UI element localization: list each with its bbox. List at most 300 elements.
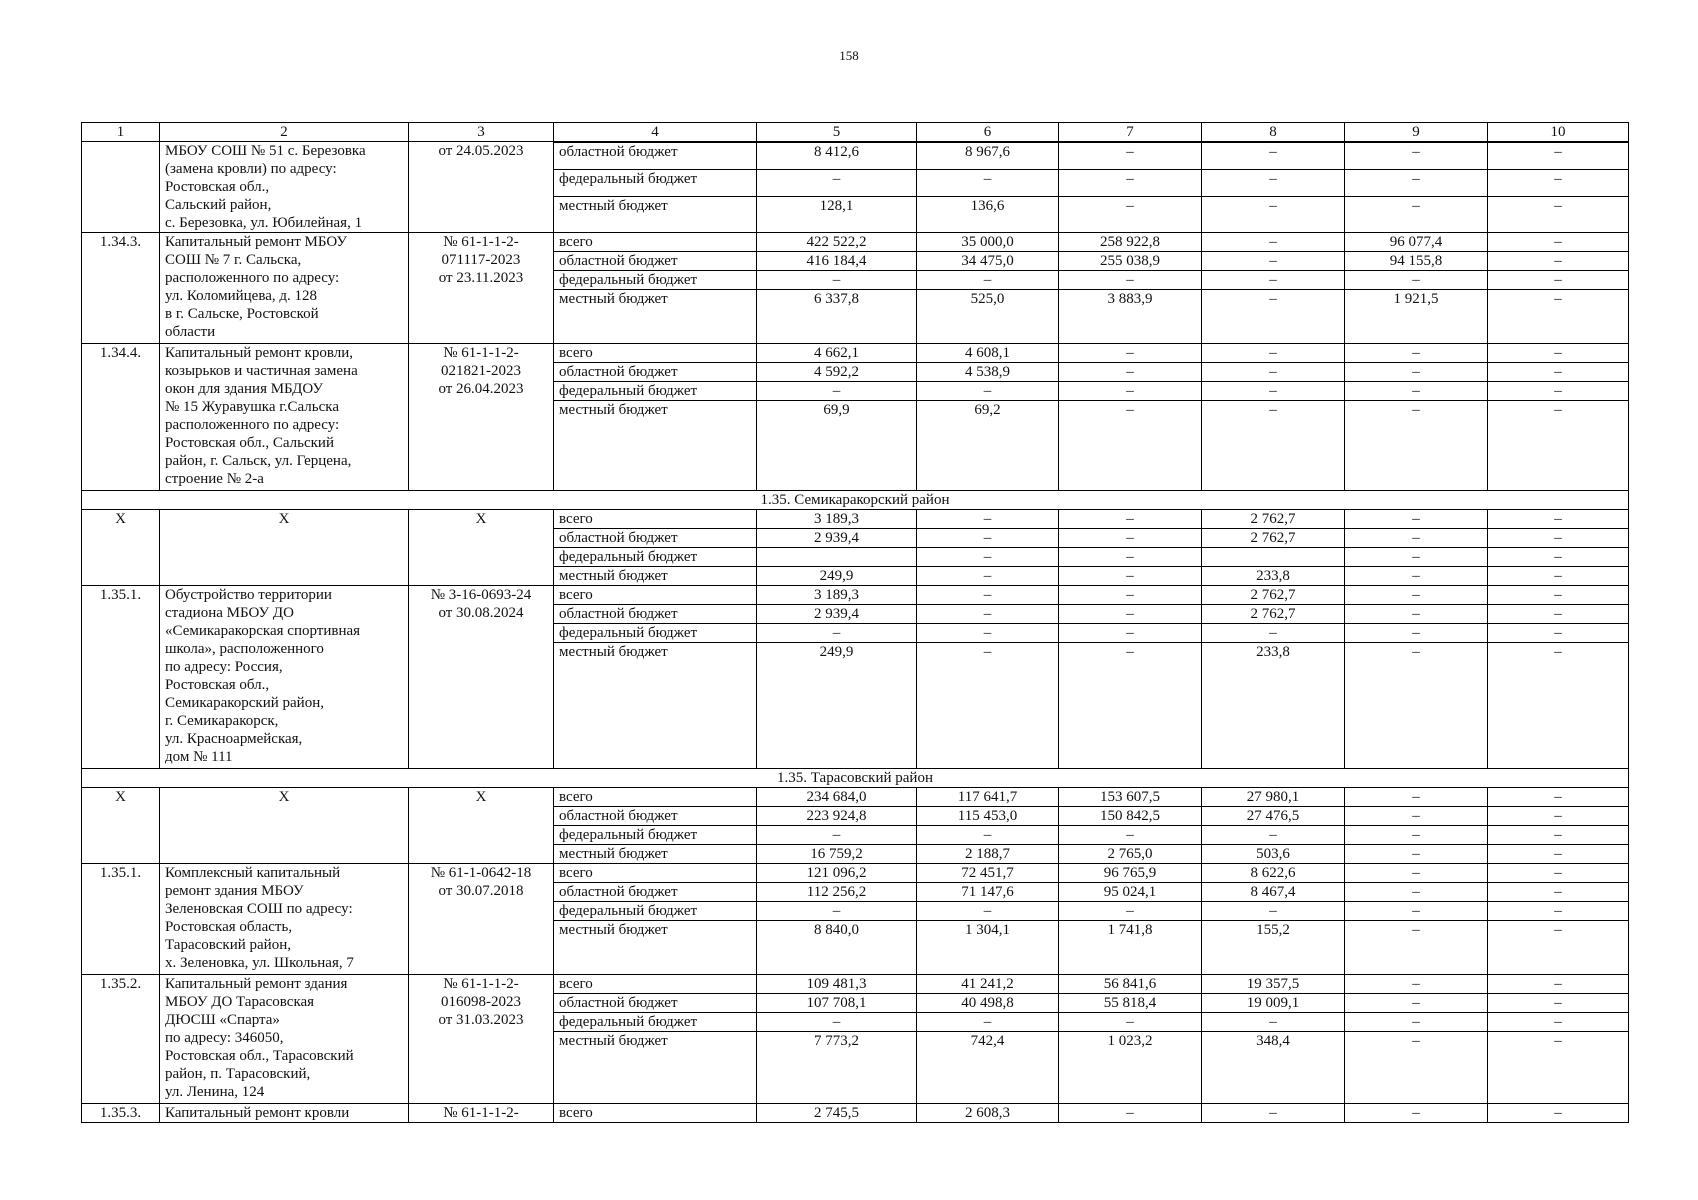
amount-cell: 422 522,2: [757, 233, 917, 252]
amount-cell: –: [1059, 624, 1202, 643]
amount-cell: –: [1345, 143, 1488, 170]
amount-cell: –: [757, 826, 917, 845]
object-name: [160, 344, 409, 491]
amount-cell: –: [1059, 586, 1202, 605]
funding-source: федеральный бюджет: [554, 548, 757, 567]
document-line: № 3-16-0693-24: [430, 587, 532, 603]
amount-cell: –: [917, 529, 1059, 548]
funding-source: местный бюджет: [554, 197, 757, 233]
amount-cell: –: [1202, 382, 1345, 401]
amount-cell: –: [757, 1013, 917, 1032]
amount-cell: –: [757, 624, 917, 643]
amount-cell: –: [1345, 344, 1488, 363]
amount-cell: 35 000,0: [917, 233, 1059, 252]
object-name-line: Капитальный ремонт кровли,: [165, 345, 353, 361]
document-line: от 31.03.2023: [438, 1012, 524, 1028]
amount-cell: –: [1488, 788, 1629, 807]
amount-cell: 249,9: [757, 567, 917, 586]
funding-source: местный бюджет: [554, 567, 757, 586]
funding-source: областной бюджет: [554, 143, 757, 170]
amount-cell: –: [1202, 170, 1345, 197]
item-number: 1.34.3.: [82, 233, 160, 344]
amount-cell: 223 924,8: [757, 807, 917, 826]
amount-cell: 115 453,0: [917, 807, 1059, 826]
amount-cell: 525,0: [917, 290, 1059, 344]
object-name-line: Обустройство территории: [165, 587, 332, 603]
funding-source: местный бюджет: [554, 1032, 757, 1104]
funding-source: всего: [554, 975, 757, 994]
amount-cell: –: [1345, 845, 1488, 864]
amount-cell: –: [917, 586, 1059, 605]
document-line: от 24.05.2023: [438, 143, 524, 159]
amount-cell: –: [1202, 233, 1345, 252]
amount-cell: –: [1345, 529, 1488, 548]
object-name-line: «Семикаракорская спортивная: [165, 623, 361, 639]
amount-cell: 255 038,9: [1059, 252, 1202, 271]
object-name: [160, 864, 409, 975]
funding-source: областной бюджет: [554, 529, 757, 548]
funding-source: местный бюджет: [554, 845, 757, 864]
document-line: № 61-1-1-2-: [443, 1105, 519, 1121]
amount-cell: –: [1345, 883, 1488, 902]
amount-cell: –: [1345, 510, 1488, 529]
amount-cell: 3 189,3: [757, 586, 917, 605]
object-name-line: X: [278, 511, 290, 527]
amount-cell: 1 304,1: [917, 921, 1059, 975]
document-number: [409, 1104, 554, 1123]
item-number: 1.35.1.: [82, 586, 160, 769]
amount-cell: 2 765,0: [1059, 845, 1202, 864]
amount-cell: –: [1345, 382, 1488, 401]
header-cell: 5: [757, 123, 917, 142]
object-name-line: Семикаракорский район,: [165, 695, 324, 711]
object-name-line: расположенного по адресу:: [165, 270, 340, 286]
amount-cell: 96 765,9: [1059, 864, 1202, 883]
object-name-line: Комплексный капитальный: [165, 865, 341, 881]
amount-cell: –: [1345, 363, 1488, 382]
document-line: от 23.11.2023: [438, 270, 524, 286]
amount-cell: –: [1059, 363, 1202, 382]
funding-source: всего: [554, 788, 757, 807]
table-row: [82, 975, 1629, 994]
amount-cell: 109 481,3: [757, 975, 917, 994]
section-row: [82, 491, 1629, 510]
amount-cell: 72 451,7: [917, 864, 1059, 883]
amount-cell: 1 921,5: [1345, 290, 1488, 344]
amount-cell: –: [917, 170, 1059, 197]
amount-cell: –: [1202, 143, 1345, 170]
page-number: 158: [839, 48, 859, 63]
section-title: 1.35. Тарасовский район: [82, 769, 1629, 788]
amount-cell: –: [1202, 826, 1345, 845]
amount-cell: –: [1345, 586, 1488, 605]
amount-cell: –: [1488, 1032, 1629, 1104]
object-name-line: по адресу: Россия,: [165, 659, 283, 675]
object-name: [160, 1104, 409, 1123]
section-row: [82, 769, 1629, 788]
amount-cell: 348,4: [1202, 1032, 1345, 1104]
table-row: [82, 1104, 1629, 1123]
funding-source: федеральный бюджет: [554, 624, 757, 643]
amount-cell: –: [1345, 271, 1488, 290]
amount-cell: –: [1488, 643, 1629, 769]
amount-cell: –: [1488, 975, 1629, 994]
amount-cell: 4 608,1: [917, 344, 1059, 363]
amount-cell: 19 009,1: [1202, 994, 1345, 1013]
document-number: [409, 344, 554, 491]
amount-cell: –: [1059, 271, 1202, 290]
table-body: [82, 123, 1629, 1123]
document-line: 071117-2023: [441, 252, 521, 268]
document-line: от 26.04.2023: [438, 381, 524, 397]
amount-cell: –: [1488, 290, 1629, 344]
amount-cell: –: [1059, 643, 1202, 769]
document-number: [409, 788, 554, 864]
amount-cell: –: [1488, 143, 1629, 170]
amount-cell: –: [1488, 510, 1629, 529]
document-line: от 30.07.2018: [438, 883, 524, 899]
amount-cell: 112 256,2: [757, 883, 917, 902]
amount-cell: –: [1345, 902, 1488, 921]
document-line: X: [475, 789, 487, 805]
amount-cell: 8 840,0: [757, 921, 917, 975]
funding-source: областной бюджет: [554, 807, 757, 826]
section-title: 1.35. Семикаракорский район: [82, 491, 1629, 510]
table-row: [82, 233, 1629, 252]
object-name-line: дом № 111: [165, 749, 233, 765]
document-number: [409, 142, 554, 233]
amount-cell: –: [1059, 605, 1202, 624]
document-line: X: [475, 511, 487, 527]
object-name: [160, 142, 409, 233]
amount-cell: –: [1345, 605, 1488, 624]
object-name-line: Капитальный ремонт кровли: [165, 1105, 350, 1121]
amount-cell: –: [1059, 510, 1202, 529]
object-name-line: ДЮСШ «Спарта»: [165, 1012, 280, 1028]
amount-cell: 4 538,9: [917, 363, 1059, 382]
amount-cell: 3 883,9: [1059, 290, 1202, 344]
amount-cell: [757, 548, 917, 567]
amount-cell: –: [1488, 197, 1629, 233]
amount-cell: –: [1488, 382, 1629, 401]
object-name-line: Ростовская обл.,: [165, 179, 270, 195]
header-cell: 9: [1345, 123, 1488, 142]
amount-cell: –: [917, 382, 1059, 401]
item-number: 1.35.3.: [82, 1104, 160, 1123]
amount-cell: 3 189,3: [757, 510, 917, 529]
document-line: 021821-2023: [441, 363, 521, 379]
amount-cell: 136,6: [917, 197, 1059, 233]
amount-cell: 2 188,7: [917, 845, 1059, 864]
amount-cell: 249,9: [757, 643, 917, 769]
amount-cell: –: [1488, 624, 1629, 643]
funding-source: всего: [554, 864, 757, 883]
amount-cell: –: [1488, 271, 1629, 290]
table-row: [82, 788, 1629, 807]
amount-cell: –: [1488, 1013, 1629, 1032]
object-name-line: № 15 Журавушка г.Сальска: [165, 399, 339, 415]
object-name-line: район, г. Сальск, ул. Герцена,: [165, 453, 352, 469]
object-name-line: ул. Ленина, 124: [165, 1084, 265, 1100]
amount-cell: –: [1202, 624, 1345, 643]
amount-cell: 742,4: [917, 1032, 1059, 1104]
amount-cell: –: [1488, 826, 1629, 845]
amount-cell: –: [1059, 826, 1202, 845]
amount-cell: –: [1488, 401, 1629, 491]
amount-cell: –: [1345, 170, 1488, 197]
amount-cell: –: [1345, 921, 1488, 975]
amount-cell: –: [1059, 548, 1202, 567]
amount-cell: 41 241,2: [917, 975, 1059, 994]
amount-cell: –: [1345, 401, 1488, 491]
object-name-line: X: [278, 789, 290, 805]
object-name-line: окон для здания МБДОУ: [165, 381, 323, 397]
amount-cell: –: [1488, 344, 1629, 363]
item-number: [82, 142, 160, 233]
object-name-line: Ростовская обл., Сальский: [165, 435, 334, 451]
amount-cell: 155,2: [1202, 921, 1345, 975]
amount-cell: –: [1488, 807, 1629, 826]
amount-cell: –: [1488, 864, 1629, 883]
funding-source: федеральный бюджет: [554, 902, 757, 921]
item-number: 1.35.1.: [82, 864, 160, 975]
amount-cell: 2 762,7: [1202, 529, 1345, 548]
amount-cell: 27 476,5: [1202, 807, 1345, 826]
document-number: [409, 233, 554, 344]
funding-source: областной бюджет: [554, 252, 757, 271]
amount-cell: –: [1202, 902, 1345, 921]
amount-cell: –: [1202, 252, 1345, 271]
header-cell: 3: [409, 123, 554, 142]
amount-cell: –: [1345, 1104, 1488, 1123]
amount-cell: –: [1059, 1013, 1202, 1032]
funding-source: областной бюджет: [554, 994, 757, 1013]
amount-cell: 94 155,8: [1345, 252, 1488, 271]
object-name: [160, 586, 409, 769]
amount-cell: 233,8: [1202, 567, 1345, 586]
amount-cell: –: [757, 382, 917, 401]
amount-cell: –: [917, 1013, 1059, 1032]
header-cell: 8: [1202, 123, 1345, 142]
object-name-line: Капитальный ремонт здания: [165, 976, 348, 992]
object-name-line: (замена кровли) по адресу:: [165, 161, 337, 177]
amount-cell: –: [1059, 529, 1202, 548]
amount-cell: –: [1488, 586, 1629, 605]
amount-cell: 34 475,0: [917, 252, 1059, 271]
amount-cell: 8 622,6: [1202, 864, 1345, 883]
amount-cell: –: [1488, 902, 1629, 921]
amount-cell: –: [1059, 902, 1202, 921]
amount-cell: 56 841,6: [1059, 975, 1202, 994]
amount-cell: –: [917, 271, 1059, 290]
amount-cell: –: [1488, 605, 1629, 624]
object-name: [160, 975, 409, 1104]
amount-cell: 71 147,6: [917, 883, 1059, 902]
header-cell: 10: [1488, 123, 1629, 142]
budget-table: [81, 122, 1629, 1123]
funding-source: областной бюджет: [554, 883, 757, 902]
amount-cell: 40 498,8: [917, 994, 1059, 1013]
amount-cell: 258 922,8: [1059, 233, 1202, 252]
amount-cell: 96 077,4: [1345, 233, 1488, 252]
amount-cell: 19 357,5: [1202, 975, 1345, 994]
table-row: [82, 344, 1629, 363]
amount-cell: –: [917, 548, 1059, 567]
header-cell: 4: [554, 123, 757, 142]
amount-cell: –: [1059, 170, 1202, 197]
object-name-line: стадиона МБОУ ДО: [165, 605, 294, 621]
amount-cell: –: [1488, 548, 1629, 567]
object-name-line: район, п. Тарасовский,: [165, 1066, 311, 1082]
object-name: [160, 788, 409, 864]
amount-cell: 2 939,4: [757, 529, 917, 548]
amount-cell: –: [1059, 401, 1202, 491]
amount-cell: –: [757, 902, 917, 921]
document-number: [409, 510, 554, 586]
object-name-line: ул. Красноармейская,: [165, 731, 303, 747]
amount-cell: –: [1202, 1104, 1345, 1123]
amount-cell: 8 467,4: [1202, 883, 1345, 902]
object-name-line: г. Семикаракорск,: [165, 713, 279, 729]
amount-cell: 6 337,8: [757, 290, 917, 344]
amount-cell: –: [1202, 271, 1345, 290]
document-line: от 30.08.2024: [438, 605, 524, 621]
funding-source: областной бюджет: [554, 363, 757, 382]
document-number: [409, 586, 554, 769]
amount-cell: 27 980,1: [1202, 788, 1345, 807]
amount-cell: 2 762,7: [1202, 510, 1345, 529]
amount-cell: –: [1345, 826, 1488, 845]
object-name-line: Зеленовская СОШ по адресу:: [165, 901, 353, 917]
amount-cell: 150 842,5: [1059, 807, 1202, 826]
amount-cell: –: [1202, 197, 1345, 233]
amount-cell: –: [1345, 994, 1488, 1013]
amount-cell: –: [1345, 975, 1488, 994]
document-line: № 61-1-1-2-: [443, 345, 519, 361]
object-name-line: Сальский район,: [165, 197, 272, 213]
item-number: 1.34.4.: [82, 344, 160, 491]
amount-cell: –: [1488, 252, 1629, 271]
funding-source: местный бюджет: [554, 921, 757, 975]
object-name-line: МБОУ СОШ № 51 с. Березовка: [165, 143, 366, 159]
amount-cell: –: [1202, 290, 1345, 344]
amount-cell: –: [757, 271, 917, 290]
amount-cell: 153 607,5: [1059, 788, 1202, 807]
funding-source: местный бюджет: [554, 401, 757, 491]
object-name: [160, 233, 409, 344]
table-row: [82, 510, 1629, 529]
amount-cell: –: [1345, 788, 1488, 807]
amount-cell: –: [1059, 382, 1202, 401]
document-line: 016098-2023: [441, 994, 521, 1010]
header-row: [82, 123, 1629, 142]
amount-cell: –: [1202, 363, 1345, 382]
amount-cell: –: [1345, 567, 1488, 586]
amount-cell: –: [917, 624, 1059, 643]
amount-cell: –: [1059, 143, 1202, 170]
amount-cell: –: [1345, 643, 1488, 769]
funding-source: всего: [554, 1104, 757, 1123]
object-name-line: МБОУ ДО Тарасовская: [165, 994, 315, 1010]
funding-source: областной бюджет: [554, 605, 757, 624]
amount-cell: 234 684,0: [757, 788, 917, 807]
object-name-line: строение № 2-а: [165, 471, 264, 487]
funding-source: всего: [554, 233, 757, 252]
amount-cell: 2 608,3: [917, 1104, 1059, 1123]
amount-cell: 503,6: [1202, 845, 1345, 864]
amount-cell: 55 818,4: [1059, 994, 1202, 1013]
amount-cell: –: [1488, 363, 1629, 382]
header-cell: 6: [917, 123, 1059, 142]
amount-cell: –: [1202, 344, 1345, 363]
amount-cell: –: [1345, 548, 1488, 567]
amount-cell: –: [757, 170, 917, 197]
amount-cell: –: [917, 567, 1059, 586]
object-name-line: по адресу: 346050,: [165, 1030, 284, 1046]
amount-cell: –: [1488, 1104, 1629, 1123]
item-number: X: [82, 510, 160, 586]
object-name-line: области: [165, 324, 216, 340]
amount-cell: –: [1202, 401, 1345, 491]
amount-cell: 233,8: [1202, 643, 1345, 769]
amount-cell: 107 708,1: [757, 994, 917, 1013]
amount-cell: –: [1345, 864, 1488, 883]
amount-cell: –: [1059, 344, 1202, 363]
amount-cell: –: [1059, 567, 1202, 586]
amount-cell: –: [1345, 1032, 1488, 1104]
amount-cell: –: [1345, 197, 1488, 233]
funding-source: всего: [554, 586, 757, 605]
object-name-line: Ростовская область,: [165, 919, 293, 935]
amount-cell: –: [1345, 1013, 1488, 1032]
amount-cell: –: [917, 605, 1059, 624]
object-name-line: ремонт здания МБОУ: [165, 883, 304, 899]
amount-cell: –: [1488, 529, 1629, 548]
amount-cell: –: [1345, 624, 1488, 643]
object-name: [160, 510, 409, 586]
amount-cell: –: [917, 826, 1059, 845]
object-name-line: Капитальный ремонт МБОУ: [165, 234, 347, 250]
amount-cell: 117 641,7: [917, 788, 1059, 807]
amount-cell: 16 759,2: [757, 845, 917, 864]
funding-source: федеральный бюджет: [554, 826, 757, 845]
funding-source: федеральный бюджет: [554, 1013, 757, 1032]
amount-cell: –: [917, 902, 1059, 921]
amount-cell: –: [1488, 567, 1629, 586]
object-name-line: расположенного по адресу:: [165, 417, 340, 433]
object-name-line: Ростовская обл., Тарасовский: [165, 1048, 354, 1064]
amount-cell: –: [1345, 807, 1488, 826]
amount-cell: –: [1059, 197, 1202, 233]
object-name-line: СОШ № 7 г. Сальска,: [165, 252, 302, 268]
funding-source: всего: [554, 510, 757, 529]
document-line: № 61-1-1-2-: [443, 976, 519, 992]
header-cell: 7: [1059, 123, 1202, 142]
table-row: [82, 864, 1629, 883]
amount-cell: 7 773,2: [757, 1032, 917, 1104]
funding-source: федеральный бюджет: [554, 170, 757, 197]
item-number: X: [82, 788, 160, 864]
amount-cell: 416 184,4: [757, 252, 917, 271]
amount-cell: 2 745,5: [757, 1104, 917, 1123]
document-number: [409, 975, 554, 1104]
amount-cell: 8 412,6: [757, 143, 917, 170]
table-row: [82, 586, 1629, 605]
amount-cell: 128,1: [757, 197, 917, 233]
object-name-line: школа», расположенного: [165, 641, 324, 657]
amount-cell: [1202, 548, 1345, 567]
amount-cell: 2 762,7: [1202, 605, 1345, 624]
